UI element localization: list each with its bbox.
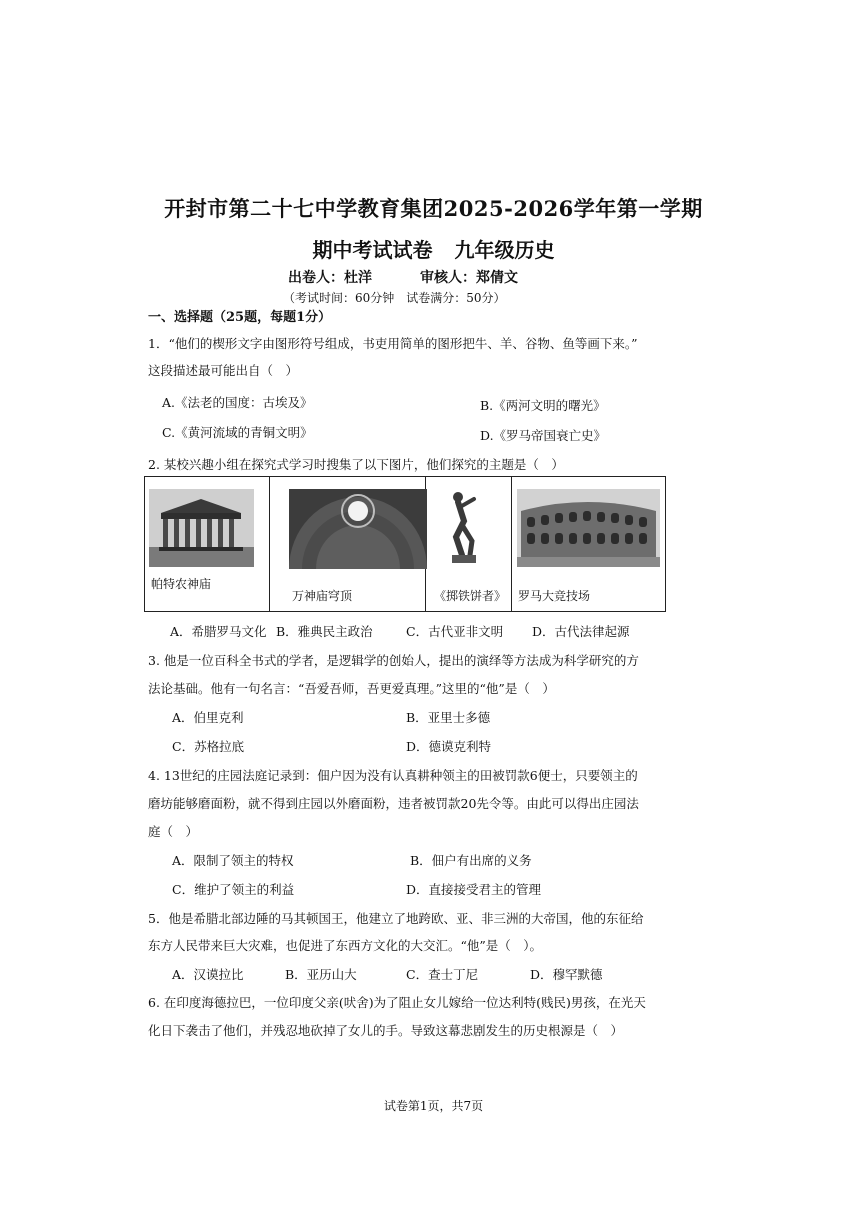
question-1-option-a: A.《法老的国度：古埃及》 (162, 395, 313, 410)
exam-title: 开封市第二十七中学教育集团2025-2026学年第一学期 (164, 196, 703, 221)
question-3-option-d: D．德谟克利特 (406, 739, 492, 754)
question-4-option-a: A．限制了领主的特权 (172, 853, 294, 868)
parthenon-caption: 帕特农神庙 (151, 577, 212, 591)
question-5-option-b: B．亚历山大 (285, 967, 357, 982)
question-4-stem-end: 庭（ ） (148, 824, 199, 839)
colosseum-cell (512, 477, 664, 611)
question-5-stem-cont: 东方人民带来巨大灾难，也促进了东西方文化的大交汇。“他”是（ ）。 (148, 938, 543, 953)
question-3-stem-cont: 法论基础。他有一句名言：“吾爱吾师，吾更爱真理。”这里的“他”是（ ） (148, 681, 555, 696)
pantheon-cell (270, 477, 426, 611)
question-2-stem: 2. 某校兴趣小组在探究式学习时搜集了以下图片，他们探究的主题是（ ） (148, 457, 564, 472)
pantheon-dome-photo (289, 489, 427, 569)
discobolus-caption: 《掷铁饼者》 (434, 589, 507, 603)
exam-info: （考试时间：60分钟 试卷满分：50分） (283, 291, 506, 305)
question-3-option-b: B．亚里士多德 (406, 710, 491, 725)
question-1-option-d: D.《罗马帝国衰亡史》 (480, 428, 607, 443)
question-1-stem: 1．“他们的楔形文字由图形符号组成，书吏用简单的图形把牛、羊、谷物、鱼等画下来。” (148, 336, 638, 351)
question-2-image-panel (144, 476, 666, 612)
colosseum-photo (517, 489, 660, 567)
question-5-option-d: D．穆罕默德 (530, 967, 603, 982)
exam-subject: 九年级历史 (454, 238, 555, 262)
discobolus-statue-photo (442, 485, 482, 565)
question-2-option-c: C．古代亚非文明 (406, 624, 504, 639)
setter-name: 出卷人：杜洋 (288, 270, 372, 286)
question-1-stem-cont: 这段描述最可能出自（ ） (148, 363, 299, 378)
reviewer-name: 审核人：郑倩文 (420, 270, 518, 286)
question-4-stem: 4. 13世纪的庄园法庭记录到：佃户因为没有认真耕种领主的田被罚款6便士，只要领主的 (148, 768, 638, 783)
question-1-option-c: C.《黄河流域的青铜文明》 (162, 425, 313, 440)
question-2-option-a: A．希腊罗马文化 (170, 624, 267, 639)
question-5-option-a: A．汉谟拉比 (172, 967, 244, 982)
colosseum-caption: 罗马大竞技场 (518, 589, 591, 603)
question-2-option-b: B．雅典民主政治 (276, 624, 373, 639)
question-3-stem: 3. 他是一位百科全书式的学者，是逻辑学的创始人，提出的演绎等方法成为科学研究的方 (148, 653, 639, 668)
question-4-option-b: B．佃户有出席的义务 (410, 853, 532, 868)
question-3-option-a: A．伯里克利 (172, 710, 244, 725)
pantheon-caption: 万神庙穹顶 (292, 589, 353, 603)
question-4-option-c: C．维护了领主的利益 (172, 882, 295, 897)
question-4-stem-cont: 磨坊能够磨面粉，就不得到庄园以外磨面粉，违者被罚款20先令等。由此可以得出庄园法 (148, 796, 639, 811)
question-5-stem: 5．他是希腊北部边陲的马其顿国王，他建立了地跨欧、亚、非三洲的大帝国，他的东征给 (148, 911, 644, 926)
page-number: 试卷第1页，共7页 (383, 1099, 484, 1113)
discobolus-cell (426, 477, 512, 611)
question-2-option-d: D．古代法律起源 (532, 624, 630, 639)
question-5-option-c: C．查士丁尼 (406, 967, 479, 982)
parthenon-photo (149, 489, 254, 567)
exam-type: 期中考试试卷 (312, 238, 433, 262)
section-heading: 一、选择题（25题，每题1分） (148, 310, 332, 325)
question-3-option-c: C．苏格拉底 (172, 739, 245, 754)
question-4-option-d: D．直接接受君主的管理 (406, 882, 542, 897)
question-1-option-b: B.《两河文明的曙光》 (480, 398, 606, 413)
question-6-stem: 6. 在印度海德拉巴，一位印度父亲(吠舍)为了阻止女儿嫁给一位达利特(贱民)男孩，在光天 (148, 995, 646, 1010)
parthenon-cell (145, 477, 270, 611)
exam-subtitle (0, 234, 867, 263)
question-6-stem-cont: 化日下袭击了他们，并残忍地砍掉了女儿的手。导致这幕悲剧发生的历史根源是（ ） (148, 1023, 624, 1038)
